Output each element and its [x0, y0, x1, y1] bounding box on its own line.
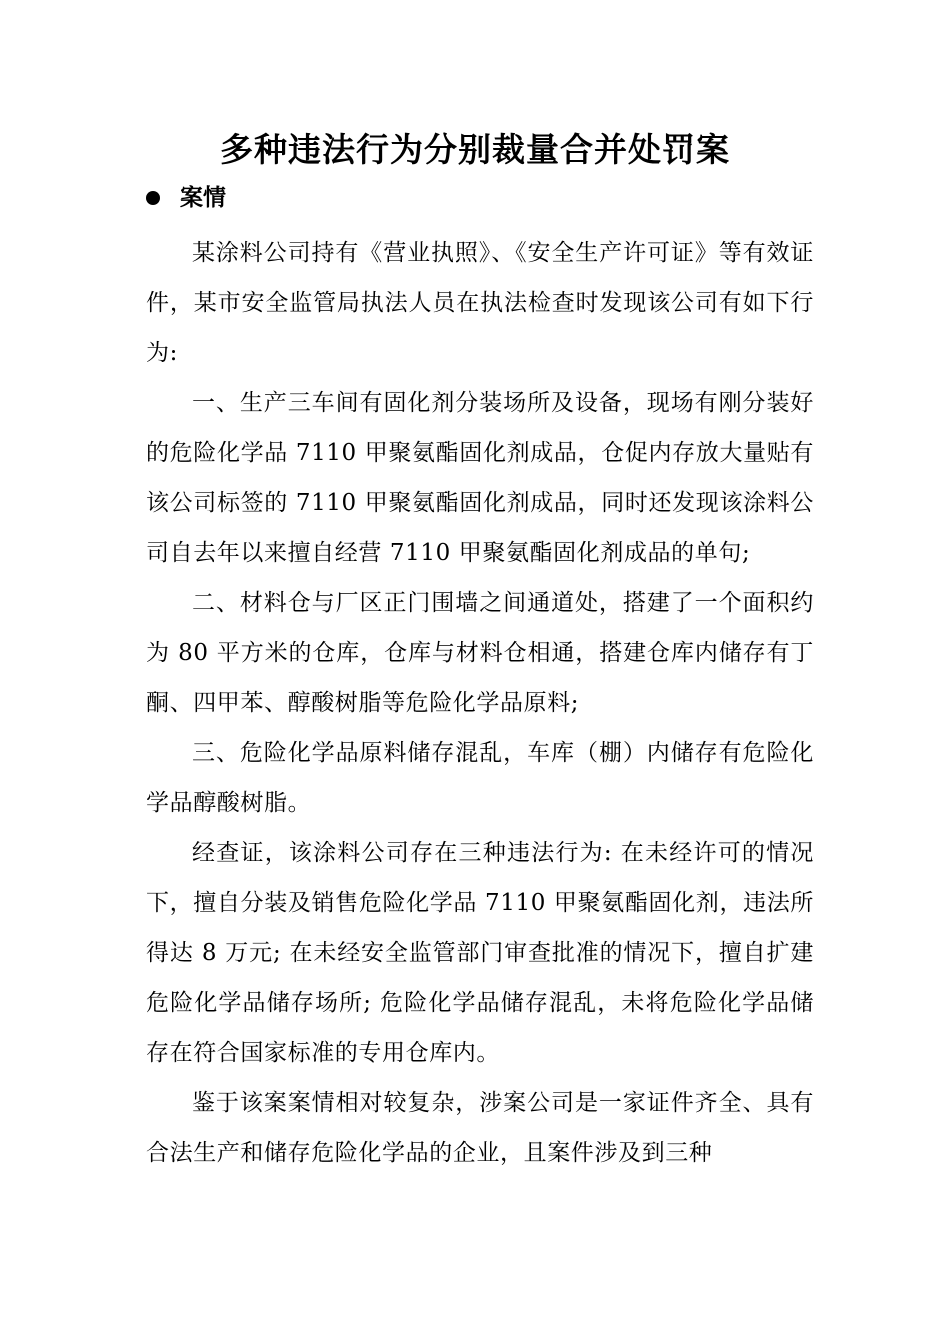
paragraph-findings: 经查证，该涂料公司存在三种违法行为: 在未经许可的情况下，擅自分装及销售危险化学品 7110 甲聚氨酯固化剂，违法所得达 8 万元; 在未经安全监管部门审查批准的情况下，擅自扩建危险化学品储存场所; 危险化学品储存混乱，未将危险化学品储存在符合国家标准的专用仓库内。 — [146, 840, 814, 1066]
paragraph-item-3: 三、危险化学品原料储存混乱，车库（棚）内储存有危险化学品醇酸树脂。 — [146, 740, 814, 816]
bullet-icon — [146, 191, 160, 205]
document-title: 多种违法行为分别裁量合并处罚案 — [220, 130, 730, 169]
paragraph-item-1: 一、生产三车间有固化剂分装场所及设备，现场有刚分装好的危险化学品 7110 甲聚氨酯固化剂成品，仓促内存放大量贴有该公司标签的 7110 甲聚氨酯固化剂成品，同时还发现该涂料公司自去年以来擅自经营 7110 甲聚氨酯固化剂成品的单句; — [146, 390, 814, 566]
case-body — [146, 228, 814, 1178]
section-heading-label: 案情 — [180, 185, 226, 211]
section-heading — [146, 178, 226, 218]
paragraph-considerations: 鉴于该案案情相对较复杂，涉案公司是一家证件齐全、具有合法生产和储存危险化学品的企业，且案件涉及到三种 — [146, 1090, 814, 1166]
paragraph-item-2: 二、材料仓与厂区正门围墙之间通道处，搭建了一个面积约为 80 平方米的仓库，仓库与材料仓相通，搭建仓库内储存有丁酮、四甲苯、醇酸树脂等危险化学品原料; — [146, 590, 814, 716]
paragraph-intro: 某涂料公司持有《营业执照》、《安全生产许可证》等有效证件，某市安全监管局执法人员在执法检查时发现该公司有如下行为: — [146, 240, 814, 366]
